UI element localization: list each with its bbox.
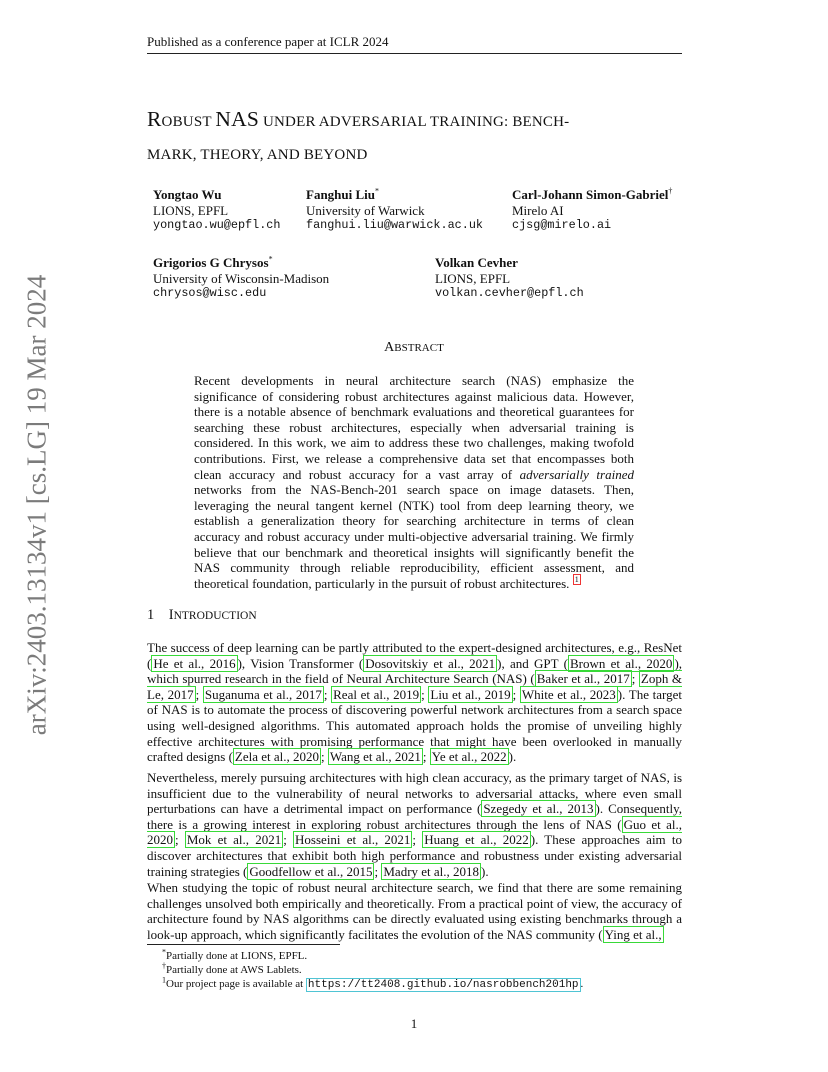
author-name: Carl-Johann Simon-Gabriel bbox=[512, 187, 669, 202]
section-heading bbox=[147, 607, 257, 624]
abstract-text: networks from the NAS-Bench-201 search space on image datasets. Then, leveraging the neural tangent kernel (NTK) tool from deep learning theory, we establish a generalization theory for searching architecture in terms of clean accuracy and robust accuracy under multi-objective adversarial training. We firmly believe that our benchmark and theoretical insights will significantly benefit the NAS community through reliable reproducibility, efficient assessment, and theoretical foundation, particularly in the pursuit of robust architectures. bbox=[194, 482, 634, 591]
footnote bbox=[162, 961, 302, 977]
author-email[interactable]: fanghui.liu@warwick.ac.uk bbox=[306, 218, 483, 232]
author-email[interactable]: chrysos@wisc.edu bbox=[153, 286, 267, 300]
running-header: Published as a conference paper at ICLR 2024 bbox=[147, 34, 389, 49]
citation-link[interactable]: Ye et al., 2022 bbox=[431, 749, 507, 765]
text: ; bbox=[421, 686, 429, 702]
author-email[interactable]: yongtao.wu@epfl.ch bbox=[153, 218, 281, 232]
text: ), which spurred research in the field of Neural Architecture Search (NAS) ( bbox=[147, 655, 683, 687]
text: ; bbox=[512, 686, 520, 702]
author-block bbox=[435, 255, 584, 302]
citation-link[interactable]: Zela et al., 2020 bbox=[234, 749, 320, 765]
footnote bbox=[162, 947, 308, 963]
citation-link[interactable]: Real et al., 2019 bbox=[333, 686, 420, 702]
citation-link[interactable]: Zoph & Le, 2017 bbox=[147, 671, 682, 702]
footnote-link[interactable]: 1 bbox=[574, 575, 579, 585]
author-name: Volkan Cevher bbox=[435, 255, 518, 270]
citation-link[interactable]: Hosseini et al., 2021 bbox=[295, 832, 411, 848]
text: Nevertheless, merely pursuing architectures with high clean accuracy, as the primary target of NAS, is insufficient due to the vulnerability of neural networks to adversarial attacks, where even small perturbations can have a detrimental impact on performance ( bbox=[147, 770, 682, 817]
author-block bbox=[512, 187, 672, 234]
text: ; bbox=[631, 671, 639, 687]
project-url-link[interactable]: https://tt2408.github.io/nasrobbench201hp bbox=[307, 979, 579, 991]
author-mark: * bbox=[375, 186, 380, 196]
section-number: 1 bbox=[147, 607, 155, 623]
footnote-mark: † bbox=[162, 961, 166, 971]
text: ; bbox=[422, 749, 430, 765]
footnote bbox=[162, 975, 584, 992]
author-affiliation: LIONS, EPFL bbox=[435, 270, 511, 286]
text: ). Consequently, there is a growing interest in exploring robust architectures through the lens of NAS ( bbox=[147, 801, 682, 832]
author-affiliation: LIONS, EPFL bbox=[153, 202, 229, 218]
citation-link[interactable]: Goodfellow et al., 2015 bbox=[249, 863, 373, 879]
abstract-italic: adversarially trained bbox=[519, 466, 634, 482]
author-name: Grigorios G Chrysos bbox=[153, 255, 269, 270]
author-email[interactable]: volkan.cevher@epfl.ch bbox=[435, 286, 584, 300]
paragraph bbox=[147, 880, 682, 942]
header-rule bbox=[147, 53, 682, 54]
abstract-body bbox=[194, 373, 634, 591]
footnote-mark: * bbox=[162, 947, 166, 957]
paragraph bbox=[147, 640, 682, 765]
text: ; bbox=[321, 749, 328, 765]
text: ). bbox=[481, 863, 489, 879]
footnote-mark: 1 bbox=[162, 975, 166, 985]
section-title-cap: I bbox=[168, 607, 174, 623]
citation-link[interactable]: Szegedy et al., 2013 bbox=[483, 801, 594, 817]
footnote-text: Our project page is available at bbox=[166, 978, 306, 990]
author-affiliation: University of Wisconsin-Madison bbox=[153, 270, 330, 286]
paragraph bbox=[147, 770, 682, 879]
title-line-2: MARK, THEORY, AND BEYOND bbox=[147, 147, 368, 163]
page-number: 1 bbox=[410, 1016, 418, 1031]
title-part: OBUST bbox=[161, 114, 216, 130]
text: ; bbox=[175, 832, 185, 848]
text: ), Vision Transformer ( bbox=[237, 655, 364, 671]
text: ). These approaches aim to discover architectures that exhibit both high performance and robustness under existing adversarial training strategies ( bbox=[147, 832, 682, 879]
text: ). bbox=[508, 749, 517, 765]
citation-link[interactable]: Madry et al., 2018 bbox=[383, 863, 480, 879]
section-title-rest: NTRODUCTION bbox=[173, 610, 257, 622]
text: ; bbox=[195, 686, 203, 702]
text: When studying the topic of robust neural architecture search, we find that there are some remaining challenges unsolved both empirically and theoretically. From a practical point of view, the accuracy of architecture found by NAS algorithms can be directly evaluated using existing benchmarks through a look-up approach, which significantly facilitates the evolution of the NAS community ( bbox=[147, 880, 682, 942]
abstract-heading-rest: BSTRACT bbox=[394, 342, 444, 354]
citation-link[interactable]: Guo et al., 2020 bbox=[147, 816, 683, 848]
author-affiliation: Mirelo AI bbox=[512, 202, 564, 218]
author-block bbox=[153, 187, 280, 234]
citation-link[interactable]: Baker et al., 2017 bbox=[536, 671, 630, 687]
author-name: Fanghui Liu bbox=[306, 187, 376, 202]
author-block bbox=[153, 255, 329, 302]
citation-link[interactable]: Suganuma et al., 2017 bbox=[204, 686, 322, 702]
citation-link[interactable]: Dosovitskiy et al., 2021 bbox=[365, 655, 496, 671]
text: ; bbox=[283, 832, 294, 848]
citation-link[interactable]: Liu et al., 2019 bbox=[430, 686, 511, 702]
citation-link[interactable]: Ying et al., bbox=[604, 926, 662, 942]
footnote-text: Partially done at LIONS, EPFL. bbox=[166, 950, 308, 962]
author-name: Yongtao Wu bbox=[153, 187, 222, 202]
author-affiliation: University of Warwick bbox=[306, 202, 425, 218]
text: ). The target of NAS is to automate the process of discovering powerful network architectures from a search space using well-designed algorithms. This automated approach holds the promise of unveiling highly effective architectures with promising performance that might have been overlooked in manually crafted designs ( bbox=[147, 686, 682, 765]
citation-link[interactable]: Wang et al., 2021 bbox=[329, 749, 421, 765]
abstract-heading-cap: A bbox=[384, 340, 395, 355]
citation-link[interactable]: Mok et al., 2021 bbox=[186, 832, 282, 848]
title-part: UNDER ADVERSARIAL TRAINING: BENCH- bbox=[259, 114, 570, 130]
abstract-heading bbox=[0, 340, 828, 356]
citation-link[interactable]: He et al., 2016 bbox=[153, 655, 236, 671]
text: ), and GPT ( bbox=[497, 655, 568, 671]
text: The success of deep learning can be partly attributed to the expert-designed architectures, e.g., ResNet ( bbox=[147, 640, 682, 671]
citation-link[interactable]: White et al., 2023 bbox=[521, 686, 616, 702]
author-email[interactable]: cjsg@mirelo.ai bbox=[512, 218, 612, 232]
arxiv-stamp-text: arXiv:2403.13134v1 [cs.LG] 19 Mar 2024 bbox=[21, 274, 52, 736]
footnote-rule bbox=[147, 944, 340, 945]
title-part: NAS bbox=[215, 107, 260, 131]
citation-link[interactable]: Brown et al., 2020 bbox=[569, 655, 673, 671]
author-mark: * bbox=[268, 254, 273, 264]
title-part: R bbox=[147, 107, 162, 131]
footnote-text: Partially done at AWS Lablets. bbox=[166, 964, 302, 976]
text: ; bbox=[374, 863, 382, 879]
abstract-text: Recent developments in neural architecture search (NAS) emphasize the significance of considering robust architectures against malicious data. However, there is a notable absence of benchmark evaluations and theoretical guarantees for searching these robust architectures, especially when adversarial training is considered. In this work, we aim to address these two challenges, making twofold contributions. First, we release a comprehensive data set that encompasses both clean accuracy and robust accuracy for a vast array of bbox=[194, 373, 634, 482]
author-mark: † bbox=[668, 186, 673, 196]
author-block bbox=[306, 187, 483, 234]
footnote-text: . bbox=[580, 978, 584, 990]
text: ; bbox=[412, 832, 423, 848]
text: ; bbox=[323, 686, 332, 702]
paper-title bbox=[147, 104, 707, 170]
citation-link[interactable]: Huang et al., 2022 bbox=[424, 832, 529, 848]
